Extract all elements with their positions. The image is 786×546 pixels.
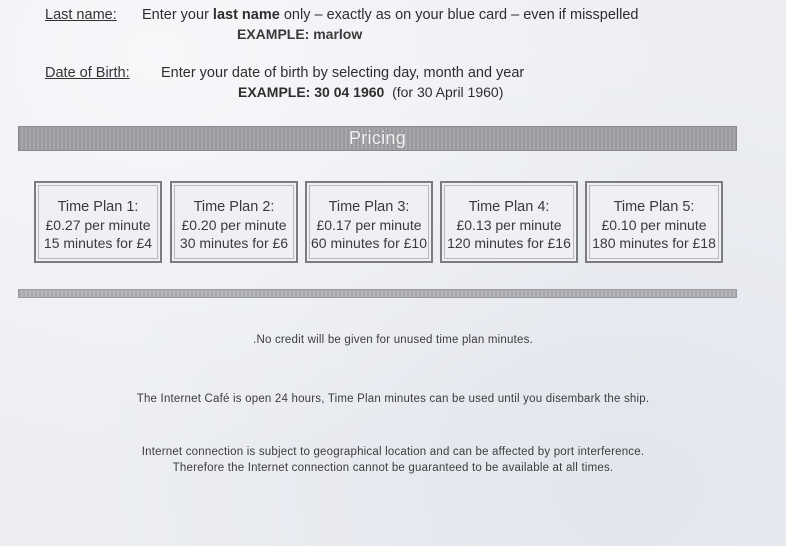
plan-name: Time Plan 5:: [613, 199, 695, 215]
dob-label: Date of Birth:: [45, 65, 130, 81]
plan-deal: 15 minutes for £4: [43, 235, 153, 251]
time-plan-5: [585, 181, 723, 263]
section-divider: [18, 289, 737, 298]
pricing-banner: [18, 126, 737, 151]
last-name-instruction: [142, 7, 639, 23]
plan-rate: £0.20 per minute: [181, 217, 287, 233]
dob-example-rest: (for 30 April 1960): [384, 84, 504, 100]
plan-deal: 60 minutes for £10: [311, 235, 427, 251]
plan-rate: £0.27 per minute: [45, 217, 151, 233]
plan-rate: £0.17 per minute: [316, 217, 422, 233]
last-name-example: EXAMPLE: marlow: [237, 26, 363, 42]
time-plan-4: [440, 181, 578, 263]
plan-name: Time Plan 2:: [193, 199, 275, 215]
plan-rate: £0.10 per minute: [601, 217, 707, 233]
plan-name: Time Plan 3:: [328, 199, 410, 215]
plan-rate: £0.13 per minute: [456, 217, 562, 233]
time-plan-3: [305, 181, 433, 263]
pricing-title: Pricing: [348, 128, 407, 148]
plan-name: Time Plan 4:: [468, 199, 550, 215]
connection-note-line-1: Internet connection is subject to geographical location and can be affected by port interference.: [141, 446, 645, 458]
last-name-label: Last name:: [45, 7, 117, 23]
opening-hours-note: The Internet Café is open 24 hours, Time Plan minutes can be used until you disembark the ship.: [136, 393, 650, 405]
plan-deal: 180 minutes for £18: [592, 235, 716, 251]
plan-deal: 120 minutes for £16: [447, 235, 571, 251]
time-plan-1: [34, 181, 162, 263]
connection-note-line-2: Therefore the Internet connection cannot be guaranteed to be available at all times.: [172, 462, 614, 474]
plan-name: Time Plan 1:: [57, 199, 139, 215]
last-name-instruction-prefix: Enter your: [142, 7, 213, 23]
no-credit-note: .No credit will be given for unused time plan minutes.: [253, 334, 533, 346]
last-name-instruction-suffix: only – exactly as on your blue card – even if misspelled: [279, 7, 639, 23]
time-plan-2: [170, 181, 298, 263]
dob-instruction: Enter your date of birth by selecting day, month and year: [161, 65, 525, 81]
plan-deal: 30 minutes for £6: [179, 235, 289, 251]
dob-example-bold: EXAMPLE: 30 04 1960: [238, 84, 385, 100]
last-name-instruction-bold: last name: [212, 7, 280, 23]
dob-example: [238, 84, 503, 100]
